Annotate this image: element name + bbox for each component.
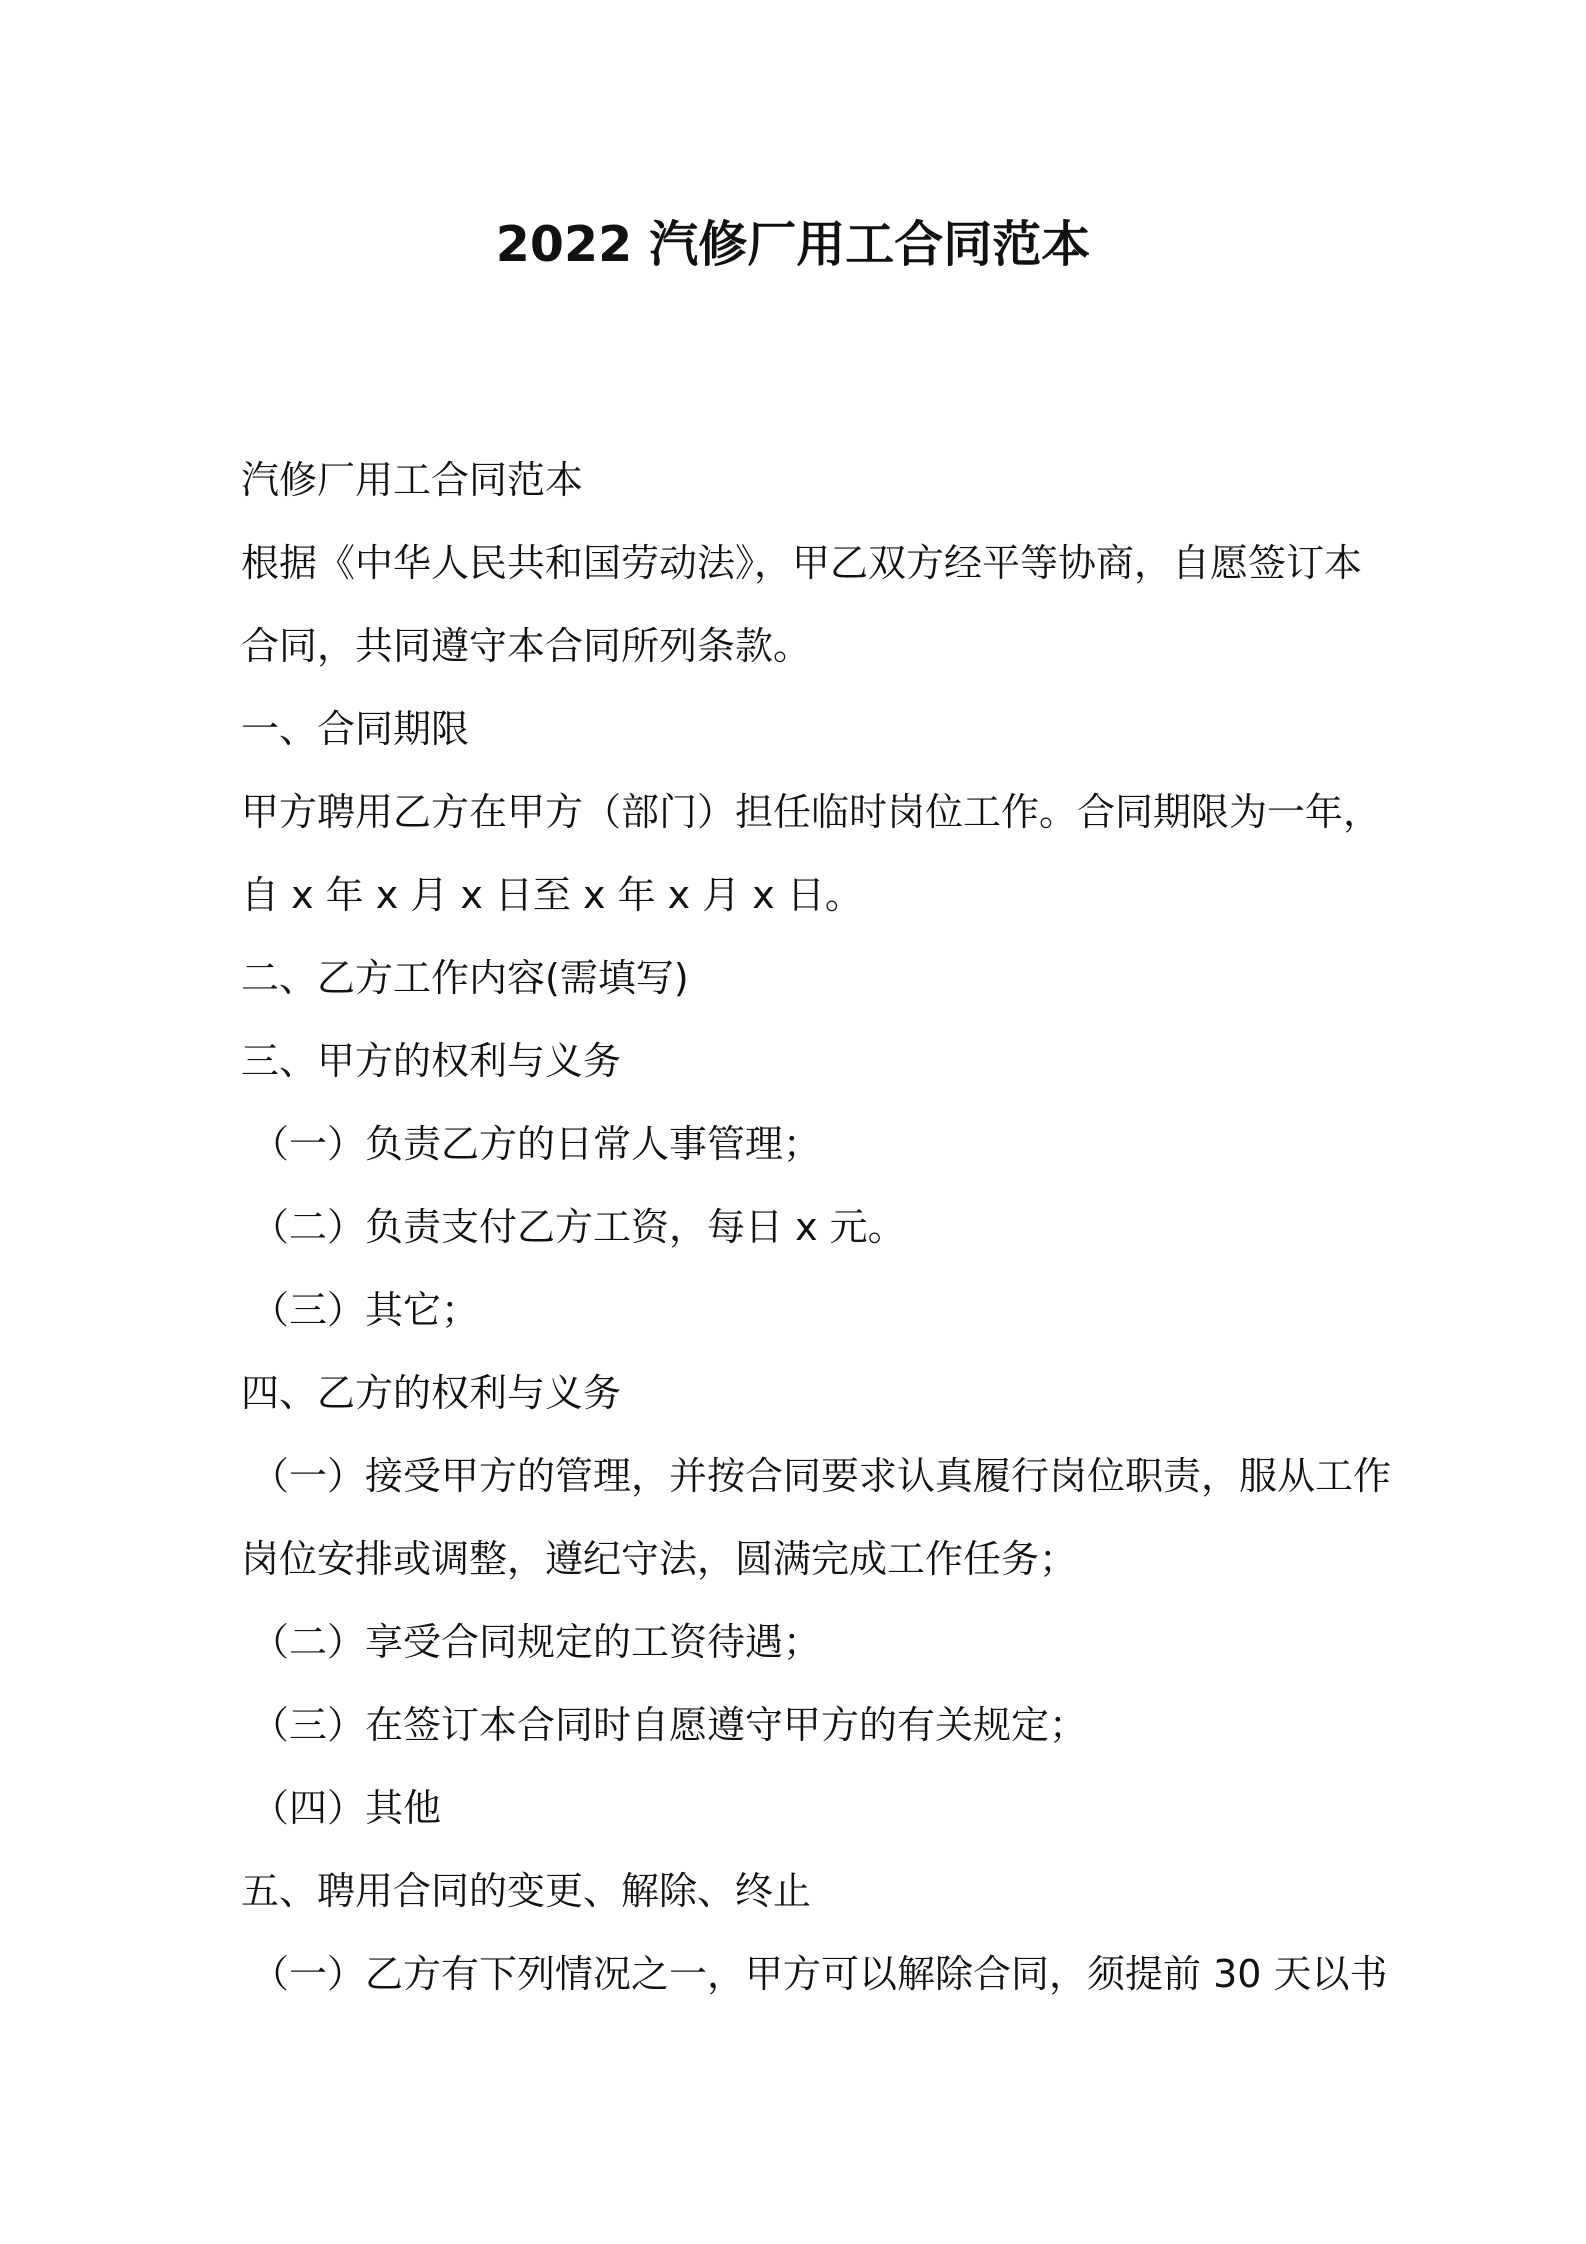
clause-3-1: （一）负责乙方的日常人事管理；: [251, 1122, 822, 1166]
clause-3-3: （三）其它；: [251, 1288, 480, 1332]
clause-4-3: （三）在签订本合同时自愿遵守甲方的有关规定；: [251, 1703, 1088, 1747]
clause-4-2: （二）享受合同规定的工资待遇；: [251, 1620, 822, 1664]
body-line-preamble-1: 根据《中华人民共和国劳动法》，甲乙双方经平等协商，自愿签订本: [241, 541, 1363, 585]
section-heading-3: 三、甲方的权利与义务: [241, 1039, 622, 1083]
document-title: 2022 汽修厂用工合同范本: [495, 216, 1091, 273]
section-heading-2: 二、乙方工作内容(需填写): [241, 956, 689, 1000]
section-heading-5: 五、聘用合同的变更、解除、终止: [241, 1869, 812, 1913]
clause-4-1-line-1: （一）接受甲方的管理，并按合同要求认真履行岗位职责，服从工作: [251, 1454, 1392, 1498]
clause-3-2: （二）负责支付乙方工资，每日 x 元。: [251, 1205, 906, 1249]
section-heading-4: 四、乙方的权利与义务: [241, 1371, 622, 1415]
body-line-term-2: 自 x 年 x 月 x 日至 x 年 x 月 x 日。: [241, 873, 863, 917]
clause-5-1: （一）乙方有下列情况之一，甲方可以解除合同，须提前 30 天以书: [251, 1952, 1388, 1996]
body-line-term-1: 甲方聘用乙方在甲方（部门）担任临时岗位工作。合同期限为一年，: [241, 790, 1382, 834]
clause-4-4: （四）其他: [251, 1786, 442, 1830]
subtitle-line: 汽修厂用工合同范本: [241, 458, 584, 502]
section-heading-1: 一、合同期限: [241, 707, 470, 751]
clause-4-1-line-2: 岗位安排或调整，遵纪守法，圆满完成工作任务；: [241, 1537, 1078, 1581]
body-line-preamble-2: 合同，共同遵守本合同所列条款。: [241, 624, 812, 668]
